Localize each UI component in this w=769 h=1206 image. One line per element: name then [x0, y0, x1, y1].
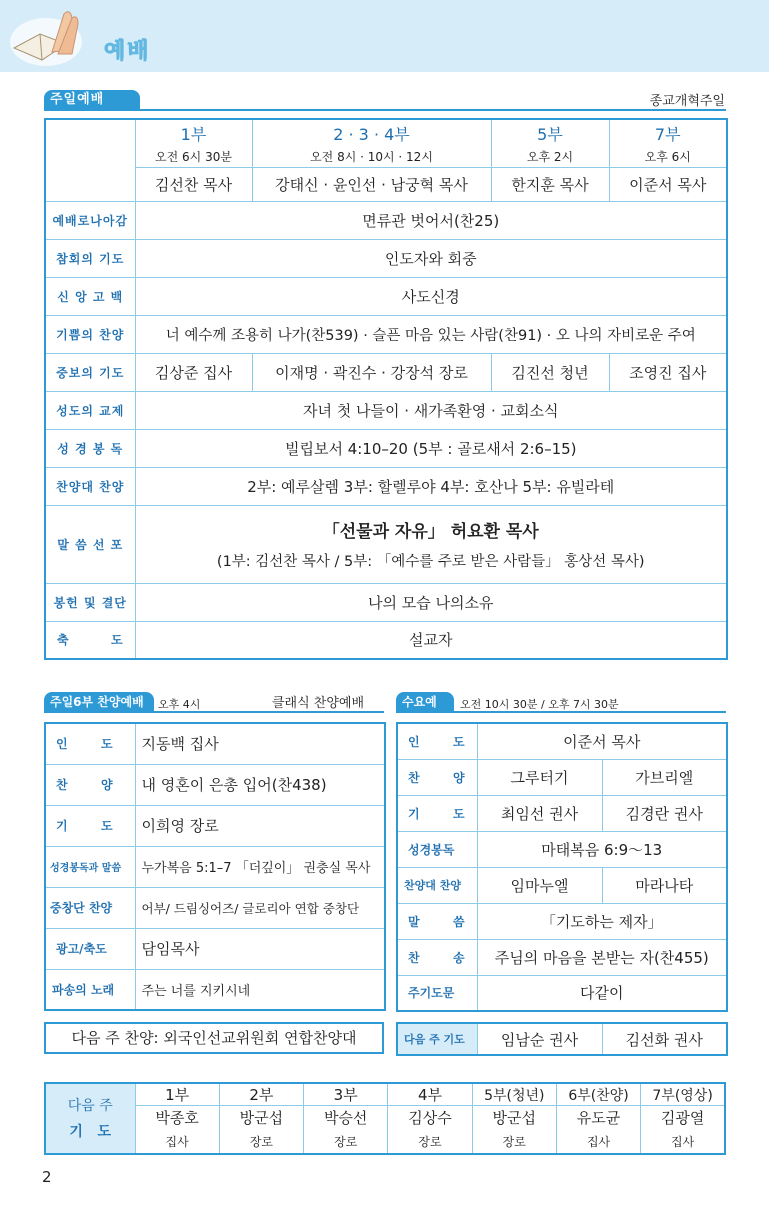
prayer-leader: 이재명 · 곽진수 · 강장석 장로: [252, 353, 491, 391]
row-value: 지동백 집사: [135, 723, 385, 764]
sermon-sub: (1부: 김선찬 목사 / 5부: 「예수를 주로 받은 사람들」 홍상선 목사): [216, 554, 645, 570]
row-label: 신 앙 고 백: [45, 277, 135, 315]
row-value: 누가복음 5:1–7 「더깊이」 권충실 목사: [135, 846, 385, 887]
part-header: 7부(영상): [641, 1083, 725, 1106]
next-week-prayer-table: [44, 1082, 726, 1155]
row-label: 말 씀 선 포: [45, 505, 135, 583]
row-label: 축 도: [45, 621, 135, 659]
row-label: 광고/축도: [45, 928, 135, 969]
prayer-role: 집사: [556, 1130, 640, 1154]
row-value: 너 예수께 조용히 나가(찬539) · 슬픈 마음 있는 사람(찬91) · 오 나의 자비로운 주여: [135, 315, 727, 353]
page-title: 예배: [104, 39, 151, 64]
row-label: 기 도: [397, 795, 477, 831]
row-value: 주는 너를 지키시네: [135, 969, 385, 1010]
row-value: 사도신경: [135, 277, 727, 315]
row-label: 기쁨의 찬양: [45, 315, 135, 353]
row-label: 찬양대 찬양: [45, 467, 135, 505]
row-label: 인 도: [45, 723, 135, 764]
row-value: 자녀 첫 나들이 · 새가족환영 · 교회소식: [135, 391, 727, 429]
row-value: 최임선 권사: [477, 795, 602, 831]
section-label-wednesday: 수요예배: [396, 692, 454, 712]
row-value: 인도자와 회중: [135, 239, 727, 277]
section-divider: [44, 109, 726, 111]
next-week-label-line1: 다음 주: [67, 1098, 113, 1115]
row-value: 이준서 목사: [477, 723, 727, 759]
row-value: 이희영 장로: [135, 805, 385, 846]
row-value: 담임목사: [135, 928, 385, 969]
prayer-leader: 김상준 집사: [135, 353, 252, 391]
row-label: 성경봉독과 말씀: [45, 846, 135, 887]
part-header: 1부: [135, 1083, 219, 1106]
row-value: 나의 모습 나의소유: [135, 583, 727, 621]
prayer-role: 장로: [304, 1130, 388, 1154]
row-value: 가브리엘: [602, 759, 727, 795]
row-value: 김경란 권사: [602, 795, 727, 831]
row-label: 중보의 기도: [45, 353, 135, 391]
prayer-leader: 조영진 집사: [609, 353, 727, 391]
prayer-role: 장로: [388, 1130, 472, 1154]
row-label: 성경봉독: [397, 831, 477, 867]
sunday-note: 종교개혁주일: [649, 94, 725, 109]
row-label: 찬 양: [45, 764, 135, 805]
service-time: 오전 6시 30분: [135, 147, 252, 167]
prayer-role: 집사: [135, 1130, 219, 1154]
row-label: 봉헌 및 결단: [45, 583, 135, 621]
service-part: 7부: [609, 119, 727, 147]
service-part: 5부: [491, 119, 609, 147]
praying-hands-bible-icon: [6, 4, 94, 68]
wednesday-next-table: [396, 1022, 728, 1056]
sermon-cell: [135, 505, 727, 583]
page-header: [0, 0, 769, 72]
prayer-name: 김상수: [388, 1106, 472, 1130]
service-part: 2 · 3 · 4부: [252, 119, 491, 147]
praise6-table: [44, 722, 386, 1011]
wednesday-time: 오전 10시 30분 / 오후 7시 30분: [460, 698, 619, 711]
row-label: 기 도: [45, 805, 135, 846]
next-week-label-line2: 기 도: [69, 1124, 112, 1141]
prayer-name: 김광열: [641, 1106, 725, 1130]
prayer-name: 방군섭: [219, 1106, 303, 1130]
praise6-note: 클래식 찬양예배: [272, 696, 365, 711]
part-header: 2부: [219, 1083, 303, 1106]
row-value: 그루터기: [477, 759, 602, 795]
section-divider: [44, 711, 384, 713]
row-label: 인 도: [397, 723, 477, 759]
wednesday-table: [396, 722, 728, 1012]
service-time: 오전 8시 · 10시 · 12시: [252, 147, 491, 167]
row-value: 면류관 벗어서(찬25): [135, 201, 727, 239]
prayer-name: 박종호: [135, 1106, 219, 1130]
row-value: 내 영혼이 은총 입어(찬438): [135, 764, 385, 805]
praise6-next-week: 다음 주 찬양: 외국인선교위원회 연합찬양대: [44, 1022, 384, 1054]
section-divider: [396, 711, 726, 713]
page-number: 2: [42, 1168, 52, 1186]
row-value: 2부: 예루살렘 3부: 할렐루야 4부: 호산나 5부: 유빌라테: [135, 467, 727, 505]
row-value: 마태복음 6:9～13: [477, 831, 727, 867]
prayer-name: 방군섭: [472, 1106, 556, 1130]
service-leader: 강태신 · 윤인선 · 남궁혁 목사: [252, 167, 491, 201]
row-label: 참회의 기도: [45, 239, 135, 277]
corner-cell: [45, 119, 135, 201]
row-value: 주님의 마음을 본받는 자(찬455): [477, 939, 727, 975]
section-label-sunday: 주일예배: [44, 90, 140, 110]
part-header: 5부(청년): [472, 1083, 556, 1106]
next-week-label: [45, 1083, 135, 1154]
section-label-praise6: 주일6부 찬양예배: [44, 692, 154, 712]
row-label: 예배로나아감: [45, 201, 135, 239]
row-value: 마라나타: [602, 867, 727, 903]
sunday-service-table: [44, 118, 728, 660]
service-part: 1부: [135, 119, 252, 147]
prayer-name: 박승선: [304, 1106, 388, 1130]
row-value: 「기도하는 제자」: [477, 903, 727, 939]
prayer-role: 장로: [472, 1130, 556, 1154]
prayer-role: 장로: [219, 1130, 303, 1154]
row-value: 설교자: [135, 621, 727, 659]
prayer-role: 집사: [641, 1130, 725, 1154]
row-label: 중창단 찬양: [45, 887, 135, 928]
praise6-time: 오후 4시: [158, 698, 201, 711]
row-label: 말 씀: [397, 903, 477, 939]
part-header: 4부: [388, 1083, 472, 1106]
row-label: 성도의 교제: [45, 391, 135, 429]
row-label: 찬 양: [397, 759, 477, 795]
row-label: 찬양대 찬양: [397, 867, 477, 903]
service-leader: 한지훈 목사: [491, 167, 609, 201]
service-leader: 이준서 목사: [609, 167, 727, 201]
service-time: 오후 6시: [609, 147, 727, 167]
row-value: 김선화 권사: [602, 1023, 727, 1055]
row-value: 다같이: [477, 975, 727, 1011]
row-label: 성 경 봉 독: [45, 429, 135, 467]
row-value: 어부/ 드림싱어즈/ 글로리아 연합 중창단: [135, 887, 385, 928]
part-header: 6부(찬양): [556, 1083, 640, 1106]
sermon-title: 「선물과 자유」 허요환 목사: [322, 522, 539, 542]
row-value: 임남순 권사: [477, 1023, 602, 1055]
prayer-name: 유도균: [556, 1106, 640, 1130]
row-label: 주기도문: [397, 975, 477, 1011]
row-value: 임마누엘: [477, 867, 602, 903]
row-label: 찬 송: [397, 939, 477, 975]
service-time: 오후 2시: [491, 147, 609, 167]
prayer-leader: 김진선 청년: [491, 353, 609, 391]
part-header: 3부: [304, 1083, 388, 1106]
service-leader: 김선찬 목사: [135, 167, 252, 201]
row-label: 다음 주 기도: [397, 1023, 477, 1055]
row-label: 파송의 노래: [45, 969, 135, 1010]
row-value: 빌립보서 4:10–20 (5부 : 골로새서 2:6–15): [135, 429, 727, 467]
